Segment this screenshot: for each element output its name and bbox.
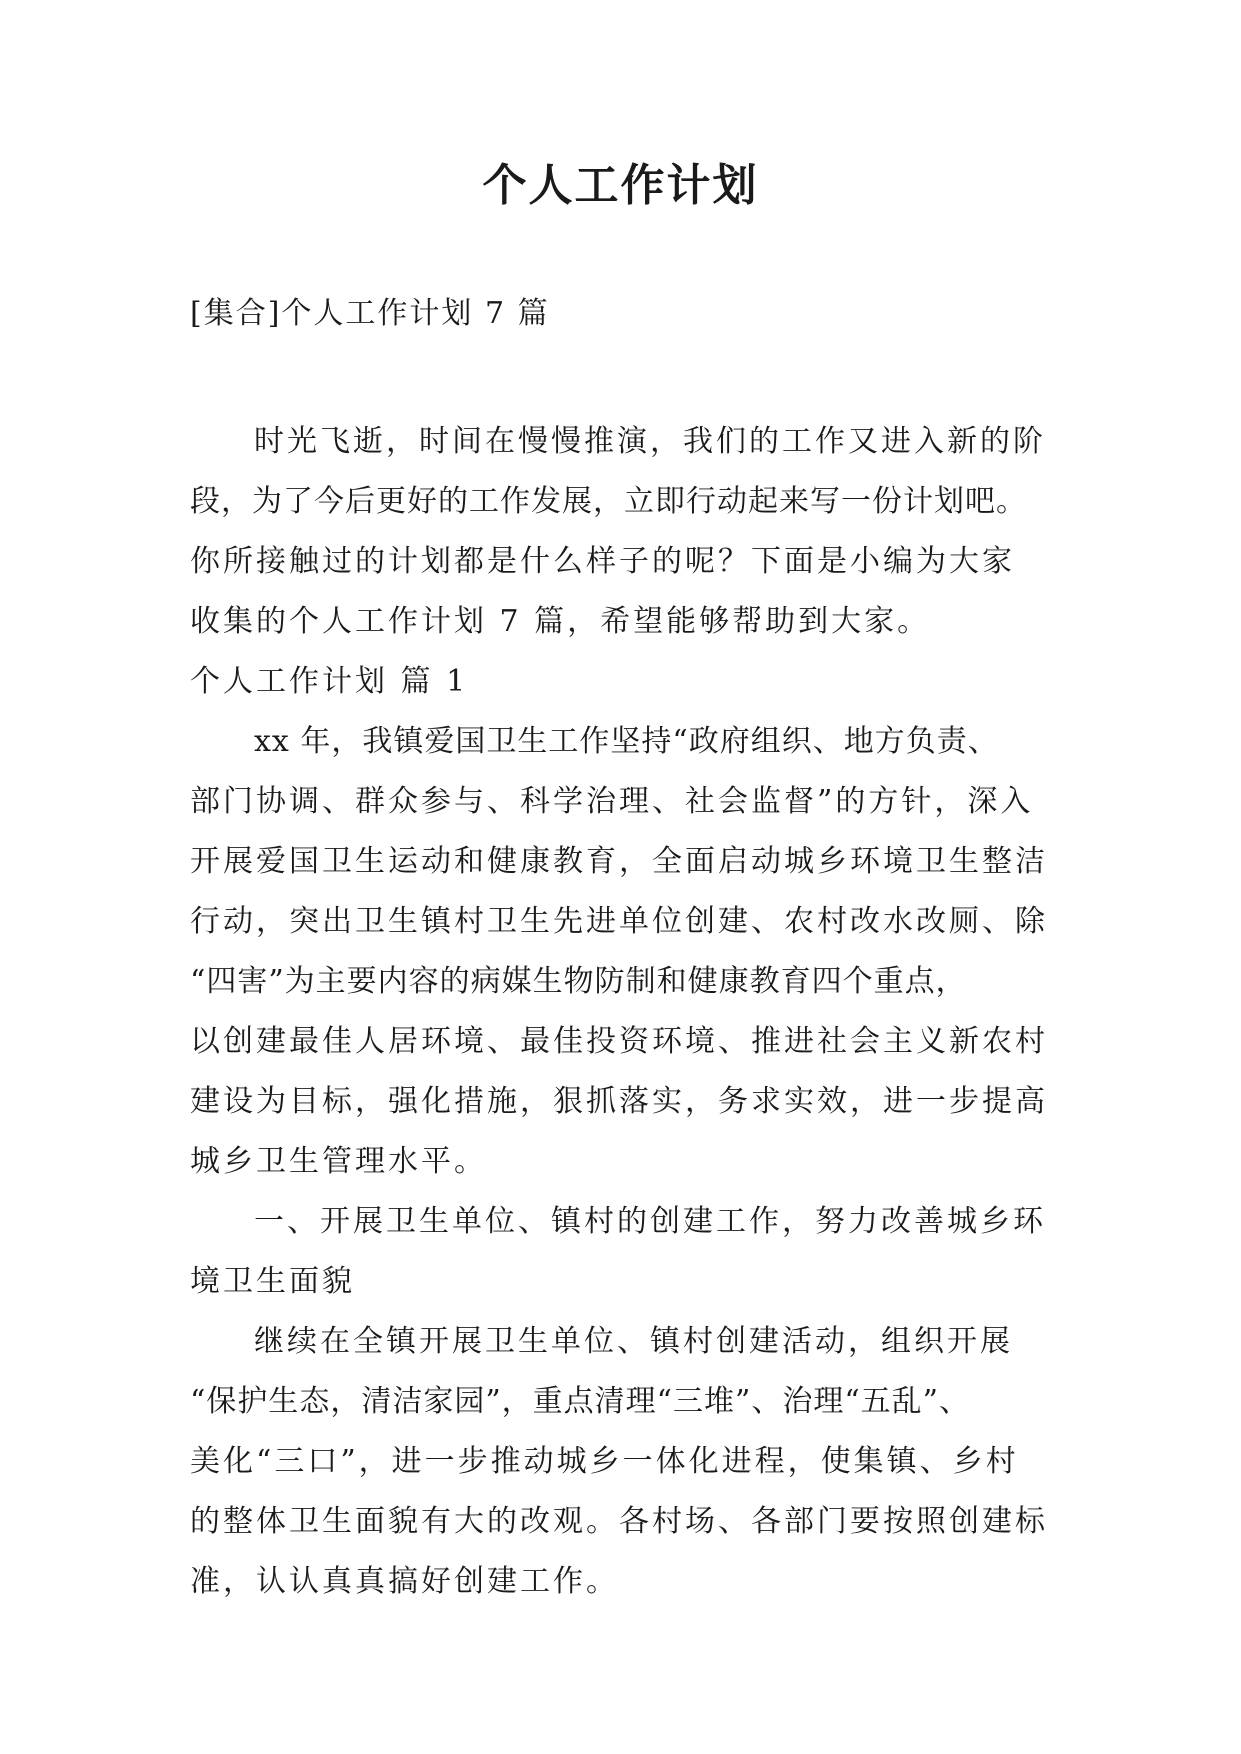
body-line: 以创建最佳人居环境、最佳投资环境、推进社会主义新农村 bbox=[190, 1024, 1048, 1059]
body-line: 继续在全镇开展卫生单位、镇村创建活动，组织开展 bbox=[254, 1324, 1013, 1359]
body-line: “保护生态，清洁家园”，重点清理“三堆”、治理“五乱”、 bbox=[190, 1384, 971, 1419]
body-line: 段，为了今后更好的工作发展，立即行动起来写一份计划吧。 bbox=[190, 484, 1027, 519]
body-line: 收集的个人工作计划 7 篇，希望能够帮助到大家。 bbox=[190, 604, 931, 639]
body-line: “四害”为主要内容的病媒生物防制和健康教育四个重点， bbox=[190, 964, 967, 999]
body-line: 准，认认真真搞好创建工作。 bbox=[190, 1564, 619, 1599]
body-line: 建设为目标，强化措施，狠抓落实，务求实效，进一步提高 bbox=[190, 1084, 1048, 1119]
body-line: 美化“三口”，进一步推动城乡一体化进程，使集镇、乡村 bbox=[190, 1444, 1019, 1479]
document-body bbox=[190, 412, 1052, 1612]
section-heading: 个人工作计划 篇 1 bbox=[190, 664, 469, 699]
subsection-heading-cont: 境卫生面貌 bbox=[190, 1264, 355, 1299]
body-line: 部门协调、群众参与、科学治理、社会监督”的方针，深入 bbox=[190, 784, 1034, 819]
body-line: 城乡卫生管理水平。 bbox=[190, 1144, 487, 1179]
body-line: 开展爱国卫生运动和健康教育，全面启动城乡环境卫生整洁 bbox=[190, 844, 1048, 879]
body-line: 你所接触过的计划都是什么样子的呢？下面是小编为大家 bbox=[190, 544, 1015, 579]
document-subtitle: [集合]个人工作计划 7 篇 bbox=[190, 296, 550, 331]
body-line: 时光飞逝，时间在慢慢推演，我们的工作又进入新的阶 bbox=[254, 424, 1046, 459]
subsection-heading: 一、开展卫生单位、镇村的创建工作，努力改善城乡环 bbox=[254, 1204, 1046, 1239]
body-line: xx 年，我镇爱国卫生工作坚持“政府组织、地方负责、 bbox=[254, 724, 999, 759]
body-line: 行动，突出卫生镇村卫生先进单位创建、农村改水改厕、除 bbox=[190, 904, 1048, 939]
body-line: 的整体卫生面貌有大的改观。各村场、各部门要按照创建标 bbox=[190, 1504, 1048, 1539]
document-title: 个人工作计划 bbox=[482, 160, 759, 211]
